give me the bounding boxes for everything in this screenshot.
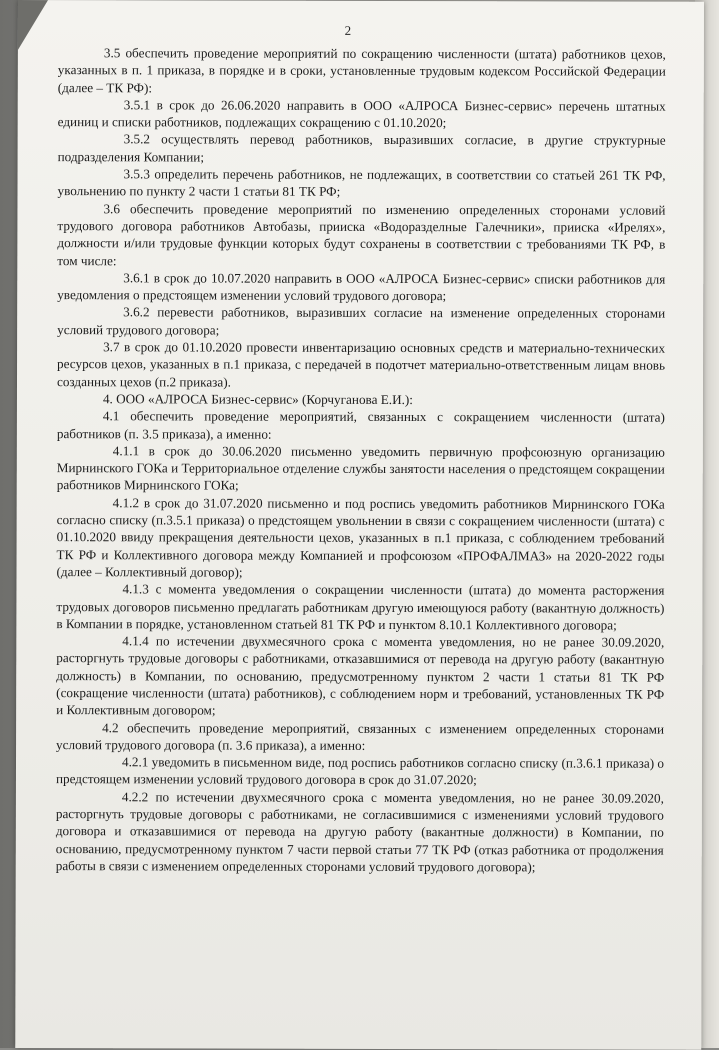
paragraph: 4. ООО «АЛРОСА Бизнес-сервис» (Корчуганова Е.И.): <box>102 391 414 407</box>
paragraph: 4.1.3 с момента уведомления о сокращении численности (штата) до момента расторжения трудовых договоров письменно предлагать работникам другую имеющуюся работу (вакантную должность) в Компании в порядке, установленном статьей 81 ТК РФ и пунктом 8.10.1 Коллективного договора; <box>56 581 665 633</box>
paragraph: 4.2 обеспечить проведение мероприятий, связанных с изменением определенных сторонами условий трудового договора (п. 3.6 приказа), а именно: <box>56 719 665 753</box>
page-number: 2 <box>344 22 352 38</box>
paragraph: 3.5.3 определить перечень работников, не подлежащих, в соответствии со статьей 261 ТК РФ, увольнению по пункту 2 части 1 статьи 81 ТК РФ; <box>57 166 666 200</box>
paragraph: 4.1.2 в срок до 31.07.2020 письменно и под роспись уведомить работников Мирнинского ГОКа согласно списку (п.3.5.1 приказа) о предстоящем увольнении в связи с сокращением численности (штата) с 01.10.2020 ввиду прекращения деятельности цехов, указанных в п.1 приказа, с соблюдением требований ТК РФ и Коллективного договора между Компанией и профсоюзом «ПРОФАЛМАЗ» на 2020-2022 годы (далее – Коллективный договор); <box>56 494 665 580</box>
paragraph: 3.5.1 в срок до 26.06.2020 направить в ООО «АЛРОСА Бизнес-сервис» перечень штатных единиц и списки работников, подлежащих сокращению с 01.10.2020; <box>57 97 666 131</box>
paragraph: 3.6.1 в срок до 10.07.2020 направить в ООО «АЛРОСА Бизнес-сервис» списки работников для уведомления о предстоящем изменении условий трудового договора; <box>57 270 666 304</box>
paragraph: 3.6 обеспечить проведение мероприятий по изменению определенных сторонами условий трудового договора работников Автобазы, прииска «Водоразделные Галечники», прииска «Ирелях», должности и/или трудовые функции которых будут сохранены в соответствии с требованиями ТК РФ, в том числе: <box>57 200 666 268</box>
paragraph: 4.2.1 уведомить в письменном виде, под роспись работников согласно списку (п.3.6.1 приказа) о предстоящем изменении условий трудового договора в срок до 31.07.2020; <box>55 754 665 788</box>
document-body <box>56 44 666 876</box>
paragraph: 3.5.2 осуществлять перевод работников, выразивших согласие, в другие структурные подразделения Компании; <box>57 131 666 165</box>
paragraph: 3.6.2 перевести работников, выразивших согласие на изменение определенных сторонами условий трудового договора; <box>57 304 666 338</box>
document-page <box>15 0 704 1050</box>
paragraph: 3.7 в срок до 01.10.2020 провести инвентаризацию основных средств и материально-технических ресурсов цехов, указанных в п.1 приказа, с передачей в подотчет материально-ответственным лицам вновь созданных цехов (п.2 приказа). <box>56 339 666 390</box>
paragraph: 3.5 обеспечить проведение мероприятий по сокращению численности (штата) работников цехов, указанных в п. 1 приказа, в порядке и в сроки, установленные трудовым кодексом Российской Федерации (далее – ТК РФ): <box>57 45 666 95</box>
paragraph: 4.2.2 по истечении двухмесячного срока с момента уведомления, но не ранее 30.09.2020, расторгнуть трудовые договоры с работниками, не согласившимися с изменениями условий трудового договора и отказавшимися от перевода на другую работу (вакантные должности) в Компании, по основанию, предусмотренному пунктом 7 части первой статьи 77 ТК РФ (отказ работника от продолжения работы в связи с изменением определенных сторонами условий трудового договора); <box>55 789 664 875</box>
paragraph: 4.1 обеспечить проведение мероприятий, связанных с сокращением численности (штата) работников (п. 3.5 приказа), а именно: <box>56 408 665 442</box>
paragraph: 4.1.4 по истечении двухмесячного срока с момента уведомления, но не ранее 30.09.2020, расторгнуть трудовые договоры с работниками, отказавшимися от перевода на другую работу (вакантную должность) в Компании, по основанию, предусмотренному пунктом 2 части 1 статьи 81 ТК РФ (сокращение численности (штата) работников), с соблюдением норм и требований, установленных ТК РФ и Коллективным договором; <box>56 633 665 718</box>
paragraph: 4.1.1 в срок до 30.06.2020 письменно уведомить первичную профсоюзную организацию Мирнинского ГОКа и Территориальное отделение службы занятости населения о предстоящем сокращении работников Мирнинского ГОКа; <box>56 443 665 494</box>
